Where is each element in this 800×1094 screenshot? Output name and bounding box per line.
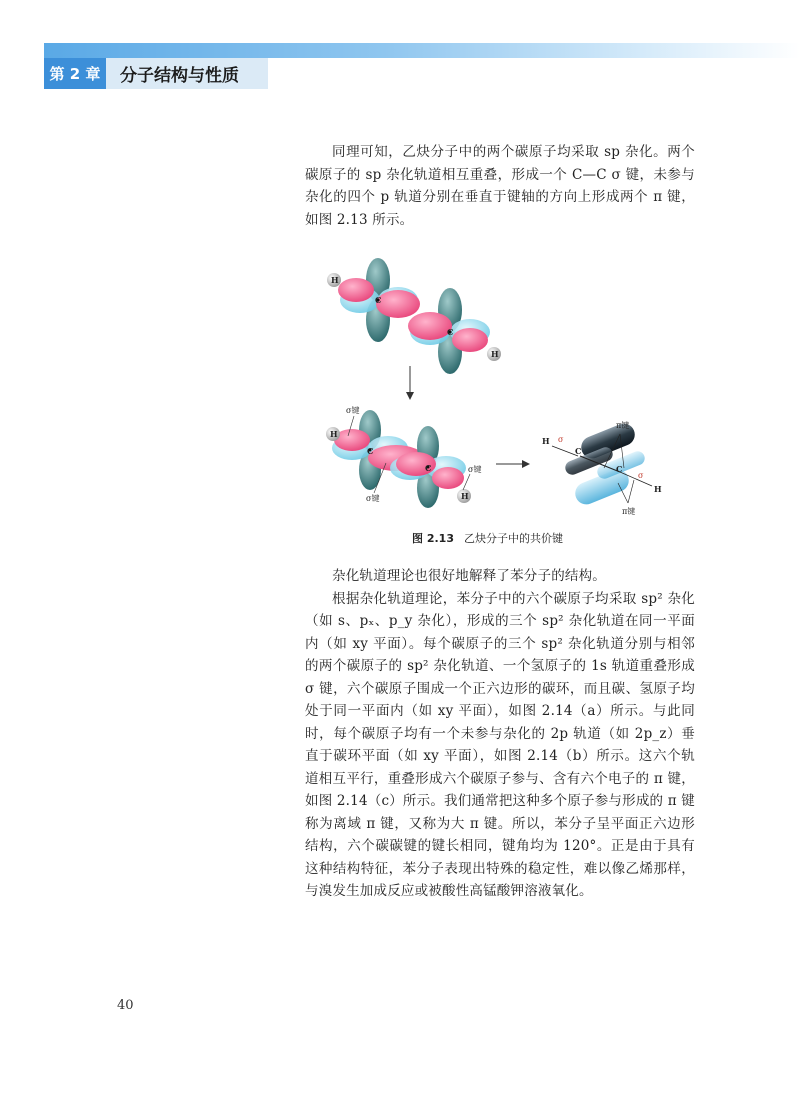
caption-number: 图 2.13 bbox=[412, 532, 454, 545]
figure-caption bbox=[412, 530, 672, 546]
chapter-title: 分子结构与性质 bbox=[106, 58, 268, 89]
label-sigma: σ bbox=[638, 471, 644, 480]
label-h: H bbox=[491, 349, 499, 359]
label-c: C bbox=[616, 464, 623, 474]
caption-text: 乙炔分子中的共价键 bbox=[463, 532, 563, 545]
label-h: H bbox=[542, 436, 550, 446]
label-h: H bbox=[331, 275, 339, 285]
label-h: H bbox=[461, 491, 469, 501]
label-pi-bond: π键 bbox=[622, 507, 636, 516]
down-arrow-icon bbox=[406, 366, 414, 400]
label-c: C bbox=[425, 463, 432, 473]
paragraph-benzene: 根据杂化轨道理论，苯分子中的六个碳原子均采取 sp² 杂化（如 s、pₓ、p_y 杂化），形成的三个 sp² 杂化轨道在同一平面内（如 xy 平面）。每个碳原子的三个 sp² 杂化轨道分别与相邻的两个碳原子的 sp² 杂化轨道、一个氢原子的 1s 轨道重叠形成 σ 键，六个碳原子围成一个正六边形的碳环，而且碳、氢原子均处于同一平面内（如 xy 平面），如图 2.14（a）所示。与此同时，每个碳原子均有一个未参与杂化的 2p 轨道（如 2p_z）垂直于碳环平面（如 xy 平面），如图 2.14（b）所示。这六个轨道相互平行，重叠形成六个碳原子参与、含有六个电子的 π 键，如图 2.14（c）所示。我们通常把这种多个原子参与形成的 π 键称为离域 π 键，又称为大 π 键。所以，苯分子呈平面正六边形结构，六个碳碳键的键长相同，键角均为 120°。正是由于具有这种结构特征，苯分子表现出特殊的稳定性，难以像乙烯那样，与溴发生加成反应或被酸性高锰酸钾溶液氧化。 bbox=[305, 590, 695, 899]
acetylene-orbital-diagram bbox=[318, 258, 698, 548]
label-sigma: σ bbox=[558, 435, 564, 444]
label-h: H bbox=[654, 484, 662, 494]
intro-text-block bbox=[305, 141, 695, 231]
label-c: C bbox=[447, 327, 454, 337]
acetylene-bonded-orbitals bbox=[332, 410, 466, 508]
chapter-label: 第 2 章 bbox=[44, 58, 106, 89]
label-sigma-bond: σ键 bbox=[468, 465, 482, 474]
figure-2-13 bbox=[318, 258, 698, 548]
pi-bond-model bbox=[552, 420, 652, 507]
label-pi-bond: π键 bbox=[616, 421, 630, 430]
label-c: C bbox=[575, 446, 582, 456]
label-c: C bbox=[367, 446, 374, 456]
paragraph-hybrid-theory: 杂化轨道理论也很好地解释了苯分子的结构。 bbox=[332, 568, 606, 584]
page-number: 40 bbox=[117, 998, 134, 1013]
label-h: H bbox=[330, 429, 338, 439]
label-sigma-bond: σ键 bbox=[346, 406, 360, 415]
label-c: C bbox=[375, 295, 382, 305]
paragraph-acetylene: 同理可知，乙炔分子中的两个碳原子均采取 sp 杂化。两个碳原子的 sp 杂化轨道相互重叠，形成一个 C—C σ 键，未参与杂化的四个 p 轨道分别在垂直于键轴的方向上形成两个 π 键，如图 2.13 所示。 bbox=[305, 144, 695, 228]
benzene-text-block bbox=[305, 565, 695, 903]
right-arrow-icon bbox=[496, 460, 530, 468]
header-band bbox=[44, 43, 800, 58]
label-sigma-bond: σ键 bbox=[366, 494, 380, 503]
